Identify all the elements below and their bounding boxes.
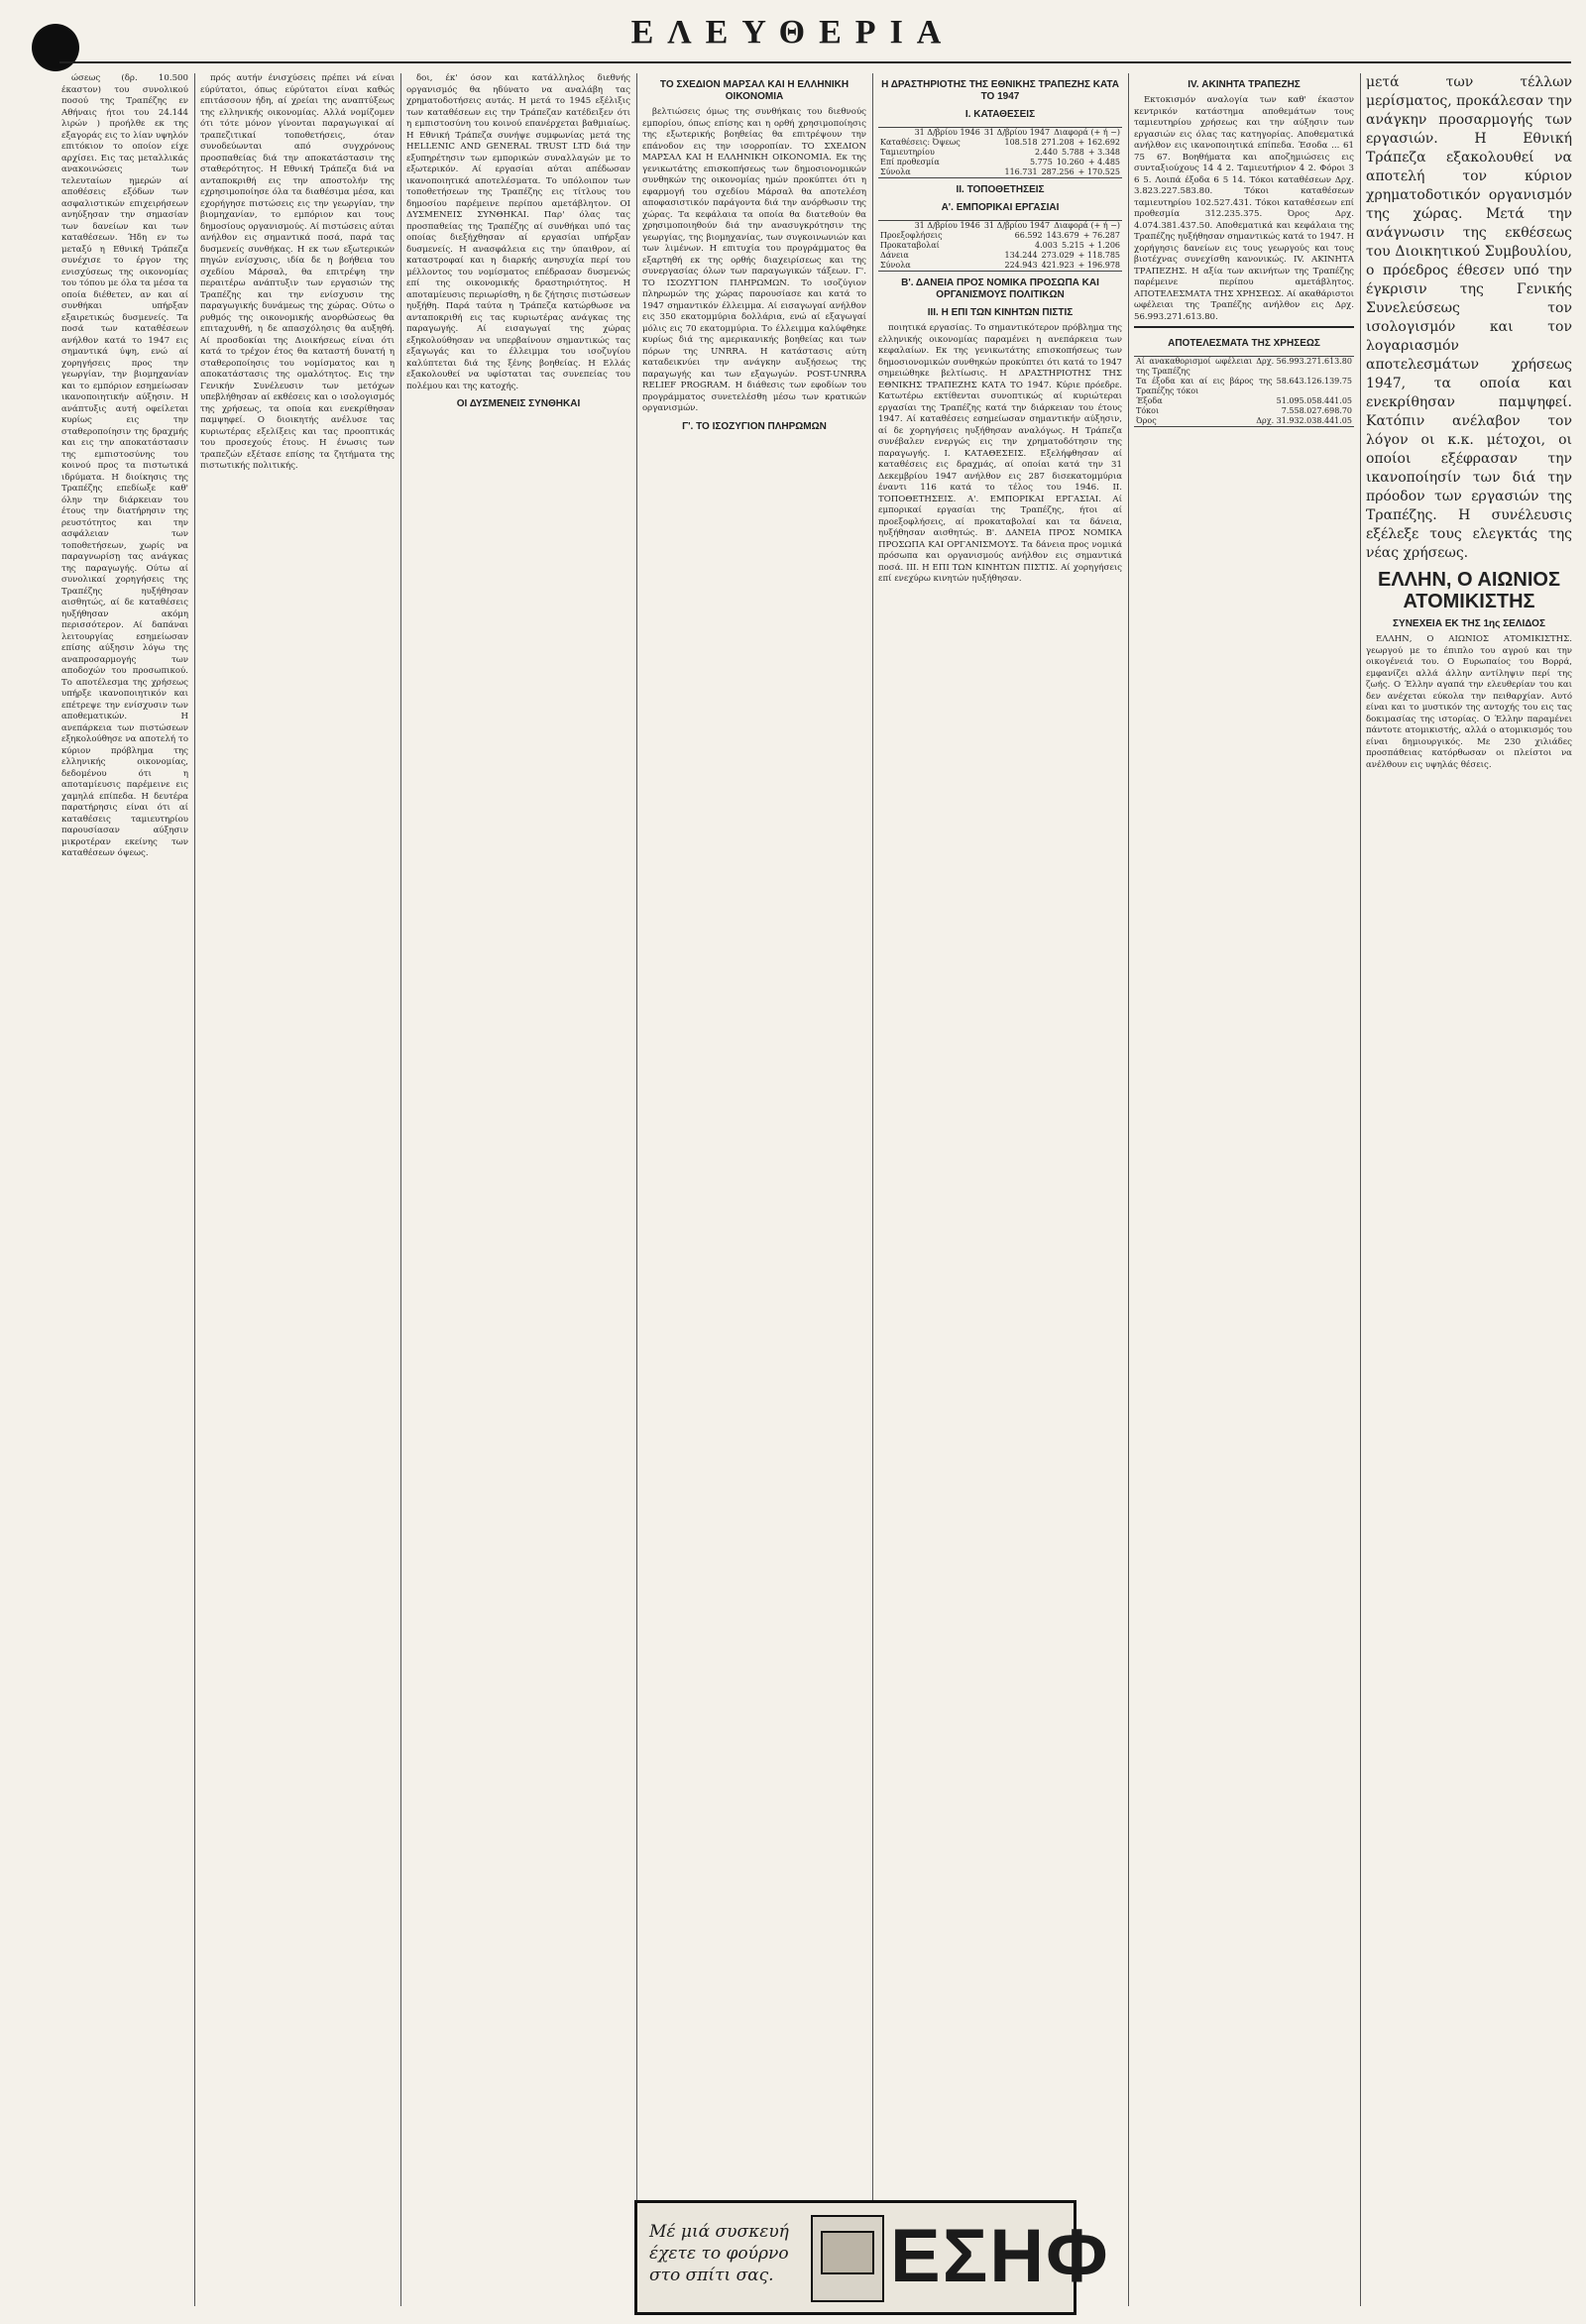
column-2 <box>200 73 395 2306</box>
heading-akinita: IV. ΑΚΙΝΗΤΑ ΤΡΑΠΕΖΗΣ <box>1188 79 1301 90</box>
column-5-text: ποιητικά εργασίας. Το σημαντικότερον πρόβλημα της ελληνικής οικονομίας παραμένει η ανεπάρκεια των κεφαλαίων. Εκ της γενικωτάτης επισκοπήσεως των δημοσιονομικών συνθηκών προκύπτει ότι κατά το 1947 σημειώθηκε βελτίωσις. Η ΔΡΑΣΤΗΡΙΟΤΗΣ ΤΗΣ ΕΘΝΙΚΗΣ ΤΡΑΠΕΖΗΣ ΚΑΤΑ ΤΟ 1947. Κύριε πρόεδρε. Κατωτέρω εκτίθενται συνοπτικώς αί κυριώτεραι εργασίαι της Τραπέζης κατά την διάρκειαν του έτους 1947. Αί καταθέσεις εσημείωσαν σημαντικήν αύξησιν, αί δε χορηγήσεις ηυξήθησαν αναλόγως. Η Τράπεζα συνέβαλεν ενεργώς εις την χρηματοδότησιν της παραγωγής. I. ΚΑΤΑΘΕΣΕΙΣ. Εξελήφθησαν αί καταθέσεις εις δραχμάς, αί οποίαι κατά την 31 Δεκεμβρίου 1947 ανήλθον εις 287 δισεκατομμύρια έναντι 116 κατά το τέλος του 1946. II. ΤΟΠΟΘΕΤΗΣΕΙΣ. Α'. ΕΜΠΟΡΙΚΑΙ ΕΡΓΑΣΙΑΙ. Αί εμπορικαί εργασίαι της Τραπέζης, ήτοι αί προεξοφλήσεις, αί προκαταβολαί και τα δάνεια, ηυξήθησαν αισθητώς. Β'. ΔΑΝΕΙΑ ΠΡΟΣ ΝΟΜΙΚΑ ΠΡΟΣΩΠΑ ΚΑΙ ΟΡΓΑΝΙΣΜΟΥΣ. Τα δάνεια προς νομικά πρόσωπα και οργανισμούς ανήλθον εις σημαντικά ποσά. III. Η ΕΠΙ ΤΩΝ ΚΙΝΗΤΩΝ ΠΙΣΤΙΣ. Αί χορηγήσεις επί ενεχύρω κινητών ηυξήθησαν. <box>878 323 1122 584</box>
table-row: Έξοδα 51.095.058.441.05 <box>1136 396 1352 405</box>
table-row: Επί προθεσμία 5.775 10.260 + 4.485 <box>880 158 1120 166</box>
column-divider <box>194 73 195 2306</box>
apotelesmata-box <box>1134 326 1354 427</box>
heading-kiniton: III. Η ΕΠΙ ΤΩΝ ΚΙΝΗΤΩΝ ΠΙΣΤΙΣ <box>927 307 1074 318</box>
column-divider <box>872 73 873 2306</box>
table-row: Ταμιευτηρίου 2.440 5.788 + 3.348 <box>880 148 1120 157</box>
heading-dysmeneis: ΟΙ ΔΥΣΜΕΝΕΙΣ ΣΥΝΘΗΚΑΙ <box>456 398 581 409</box>
table-row: Αί ανακαθορισμοί ωφέλειαι της Τραπέζης Δρχ. 56.993.271.613.80 <box>1136 357 1352 376</box>
column-2-text: πρός αυτήν ένισχύσεις πρέπει νά είναι εύρύτατοι, όπως εύρύτατοι είναι καθώς επιτάσσουν ήδη, αί χρείαι της αναπτύξεως της ελληνικής οικονομίας. Αλλά νομίζομεν ότι τότε μόνον γίνονται παραγωγικαί αί τραπεζιτικαί τοποθετήσεις, όταν συνοδεύωνται από συγχρόνους προσπαθείας διά την αποκατάστασιν της σταθερότητος. Η Εθνική Τράπεζα διά να ανταποκριθή εις την αποστολήν της εχρησιμοποίησε όλα τα διαθέσιμα μέσα, και εχορήγησε πιστώσεις εις την γεωργίαν, την βιομηχανίαν, το εμπόριον και τους δημοσίους οργανισμούς. Αί πιστώσεις αύται ανήλθον εις σημαντικά ποσά, παρά τας δυσμενείς συνθήκας. Η εκ των εξωτερικών πηγών ενίσχυσις, ιδία δε η βοήθεια του σχεδίου Μάρσαλ, θα επιτρέψη την περαιτέρω ανάπτυξιν των εργασιών της Τραπέζης και την ενίσχυσιν της παραγωγικής δυνάμεως της χώρας. Ούτω ο ρυθμός της οικονομικής ανορθώσεως θα επιταχυνθή, η δε απασχόλησις θα αυξηθή. Αί προσδοκίαι της Διοικήσεως είναι ότι κατά το τρέχον έτος θα καταστή δυνατή η σταθεροποίησις του νομίσματος και η αποκατάστασις της ομαλότητος. Εις την Γενικήν Συνέλευσιν των μετόχων υπεβλήθησαν αί εκθέσεις και ο ισολογισμός της χρήσεως, τα οποία και ενεκρίθησαν παμψηφεί. Ο διοικητής ανέλυσε τας κυριωτέρας εξελίξεις και τας προοπτικάς του προσεχούς έτους. Η ένωσις των τραπεζών εξέτασε επίσης τα ζητήματα της πιστωτικής πολιτικής. <box>200 73 395 471</box>
column-divider <box>1128 73 1129 2306</box>
table-apotelesmata <box>1134 356 1354 427</box>
column-6 <box>1134 73 1354 2306</box>
heading-daneia: Β'. ΔΑΝΕΙΑ ΠΡΟΣ ΝΟΜΙΚΑ ΠΡΟΣΩΠΑ ΚΑΙ ΟΡΓΑΝΙΣΜΟΥΣ ΠΟΛΙΤΙΚΩΝ <box>901 277 1099 300</box>
column-1 <box>61 73 188 2306</box>
heading-apotelesmata: ΑΠΟΤΕΛΕΣΜΑΤΑ ΤΗΣ ΧΡΗΣΕΩΣ <box>1168 338 1320 349</box>
oven-door <box>821 2231 874 2274</box>
table-row: Όρος Δρχ. 31.932.038.441.05 <box>1136 416 1352 425</box>
table-row: Προκαταβολαί 4.003 5.215 + 1.206 <box>880 241 1120 250</box>
masthead-title: ΕΛΕΥΘΕΡΙΑ <box>630 14 956 51</box>
column-divider <box>636 73 637 2306</box>
heading-aionios: ΕΛΛΗΝ, Ο ΑΙΩΝΙΟΣ ΑΤΟΜΙΚΙΣΤΗΣ <box>1378 569 1560 612</box>
column-3 <box>406 73 630 2306</box>
column-7 <box>1366 73 1572 2306</box>
heading-aionios-sub: ΣΥΝΕΧΕΙΑ ΕΚ ΤΗΣ 1ης ΣΕΛΙΔΟΣ <box>1393 618 1545 629</box>
column-7-lead: μετά των τέλλων μερίσματος, προκάλεσαν την ανάγκην προσαρμογής των εργασιών. Η Εθνική Τράπεζα εξακολουθεί να αποτελή τον κύριον χρηματοδοτικόν οργανισμόν της χώρας. Μετά την ανάγνωσιν της εκθέσεως του Διοικητικού Συμβουλίου, ο πρόεδρος έθεσεν υπό την έγκρισιν της Γενικής Συνελεύσεως τον ισολογισμόν και τον λογαριασμόν αποτελεσμάτων χρήσεως 1947, τα οποία και ενεκρίθησαν παμψηφεί. Κατόπιν ανέλαβον τον λόγον οι κ.κ. μέτοχοι, οι οποίοι εξέφρασαν την ικανοποίησίν των διά την πρόοδον των εργασιών της Τραπέζης. Η συνέλευσις εξέλεξε τους ελεγκτάς της νέας χρήσεως. <box>1366 74 1572 561</box>
heading-katatheseis: I. ΚΑΤΑΘΕΣΕΙΣ <box>964 109 1036 120</box>
heading-emporikai: Α'. ΕΜΠΟΡΙΚΑΙ ΕΡΓΑΣΙΑΙ <box>941 202 1060 213</box>
advertisement-esif <box>634 2200 1110 2315</box>
heading-drastiriotis: Η ΔΡΑΣΤΗΡΙΟΤΗΣ ΤΗΣ ΕΘΝΙΚΗΣ ΤΡΑΠΕΖΗΣ ΚΑΤΑ ΤΟ 1947 <box>881 79 1119 102</box>
table-header: 31 Δ/βρίου 1946 31 Δ/βρίου 1947 Διαφορά (+ ή −) <box>914 128 1120 137</box>
column-divider <box>1360 73 1361 2306</box>
column-4 <box>642 73 866 2185</box>
table-row: Τόκοι 7.558.027.698.70 <box>1136 406 1352 415</box>
ad-brand: ΕΣΗΦ <box>890 2214 1110 2298</box>
heading-topothetiseis: II. ΤΟΠΟΘΕΤΗΣΕΙΣ <box>956 184 1045 195</box>
column-7-text: ΕΛΛΗΝ, Ο ΑΙΩΝΙΟΣ ΑΤΟΜΙΚΙΣΤΗΣ. γεωργού με το έπιπλο του αγρού και την οικογένειά του. Ο Ευρωπαίος του Βορρά, εμφανίζει αλλά άλλην αντίληψιν περί της ζωής. Ο Έλλην αγαπά την ελευθερίαν του και δεν ανέχεται εύκολα την πειθαρχίαν. Αυτό είναι και το μυστικόν της αντοχής του εις τας δοκιμασίας της ιστορίας. Ο Έλλην παραμένει πάντοτε ατομικιστής, αλλά ο ατομικισμός του είναι δημιουργικός. Με 230 χιλιάδες προσπάθειας κατόρθωσαν οι πλείστοι να ανέλθουν εις υψηλάς θέσεις. <box>1366 634 1572 770</box>
column-1-text: ώσεως (δρ. 10.500 έκαστον) του συνολικού ποσού της Τραπέζης εν Αθήναις ήτοι του 24.144 λιρών ) προήλθε εκ της εξαγοράς εις το λίαν υψηλόν επιτόκιον το οποίον είχε αρχίσει. Εις τας μεταλλικάς ανακοινώσεις των τελευταίων ημερών αί αποθέσεις εξόδων των ασφαλιστικών επιχειρήσεων ανηύξησαν την σημασίαν των δανείων και των καταθέσεων. Ήδη εν τω μεταξύ η Εθνική Τράπεζα συνέχισε το έργον της ενισχύσεως της οικονομίας του τόπου με όλα τα μέσα τα οποία διέθετεν, αν και αί συνθήκαι υπήρξαν εξαιρετικώς δυσμενείς. Τα ποσά των καταθέσεων ανήλθον κατά το 1947 εις σημαντικά ύψη, ενώ αί χορηγήσεις προς την γεωργίαν, την βιομηχανίαν και το εμπόριον εσημείωσαν ικανοποιητικήν αύξησιν. Η ανάπτυξις αυτή οφείλεται κυρίως εις την σταθεροποίησιν της δραχμής και εις την αποκατάστασιν της εμπιστοσύνης του κοινού προς τα πιστωτικά ιδρύματα. Η διοίκησις της Τραπέζης επεδίωξε καθ' όλην την διάρκειαν του έτους την διατήρησιν της ρευστότητος και την ασφάλειαν των τοποθετήσεων, χωρίς να παραγνωρίσῃ τας ανάγκας της παραγωγής. Ούτω αί συνολικαί χορηγήσεις της Τραπέζης ηυξήθησαν αισθητώς, αί δε καταθέσεις ηυξήθησαν ακόμη περισσότερον. Αί δαπάναι λειτουργίας εσημείωσαν επίσης αύξησιν λόγω της αναπροσαρμογής των αποδοχών του προσωπικού. Το αποτέλεσμα της χρήσεως υπήρξε ικανοποιητικόν και επέτρεψε την ενίσχυσιν των αποθεματικών. Η ανεπάρκεια των πιστώσεων εξηκολούθησε να αποτελή το κύριον πρόβλημα της ελληνικής οικονομίας, δεδομένου ότι η αποταμίευσις παρέμεινε εις χαμηλά επίπεδα. Η δευτέρα παρατήρησις είναι ότι αί καταθέσεις ταμιευτηρίου παρουσίασαν αύξησιν μικροτέραν εκείνης των καταθέσεων όψεως. <box>61 73 188 858</box>
heading-marshall: ΤΟ ΣΧΕΔΙΟΝ ΜΑΡΣΑΛ ΚΑΙ Η ΕΛΛΗΝΙΚΗ ΟΙΚΟΝΟΜΙΑ <box>659 79 850 102</box>
column-3-text: δοι, έκ' όσον και κατάλληλος διεθνής οργανισμός θα ηδύνατο να αναλάβη τας χρηματοδοτήσεις αυτάς. Η μετά το 1945 εξέλιξις των καταθέσεων εις την Τράπεζαν κατέδειξεν ότι η εμπιστοσύνη του κοινού επανέρχεται βαθμιαίως. Η Εθνική Τράπεζα συνήψε συμφωνίας μετά της HELLENIC AND GENERAL TRUST LTD διά την εξυπηρέτησιν των εμπορικών συναλλαγών με το εξωτερικόν. Αί εργασίαι αύται απέδωσαν ικανοποιητικά αποτελέσματα. Το υπόλοιπον των τοποθετήσεων της Τραπέζης εις τίτλους του δημοσίου παρέμεινε περίπου αμετάβλητον. ΟΙ ΔΥΣΜΕΝΕΙΣ ΣΥΝΘΗΚΑΙ. Παρ' όλας τας προσπαθείας της Τραπέζης αί συνθήκαι υπό τας οποίας διεξήχθησαν αί εργασίαι υπήρξαν δυσμενείς. Η ανασφάλεια εις την ύπαιθρον, αί καταστροφαί και η διαρκής ανησυχία περί του μέλλοντος του νομίσματος επέδρασαν δυσμενώς επί της οικονομικής δραστηριότητος. Η αποταμίευσις περιωρίσθη, η δε ζήτησις πιστώσεων ηυξήθη. Παρά ταύτα η Τράπεζα κατώρθωσε να ανταποκριθή εις τας κυριωτέρας ανάγκας της παραγωγής. Αί εισαγωγαί της χώρας εξηκολούθησαν να υπερβαίνουν σημαντικώς τας εξαγωγάς και το έλλειμμα του ισοζυγίου καλύπτεται διά της ξένης βοηθείας. Η Ελλάς εξακολουθεί να υφίσταται τας συνεπείας του πολέμου και της κατοχής. <box>406 73 630 391</box>
table-row: Τα έξοδα και αί εις βάρος της Τραπέζης τόκοι 58.643.126.139.75 <box>1136 377 1352 395</box>
column-4-text: βελτιώσεις όμως της συνθήκαις του διεθνούς εμπορίου, όπως επίσης και η ορθή χρησιμοποίησις της εξωτερικής βοηθείας θα επιτρέψουν την επάνοδον εις την ισορροπίαν. ΤΟ ΣΧΕΔΙΟΝ ΜΑΡΣΑΛ ΚΑΙ Η ΕΛΛΗΝΙΚΗ ΟΙΚΟΝΟΜΙΑ. Εκ της γενικωτάτης επισκοπήσεως των δημοσιονομικών συνθηκών της οικονομίας ημών προκύπτει ότι η εφαρμογή του σχεδίου Μάρσαλ θα αποτελέση αποφασιστικόν παράγοντα διά την ανόρθωσιν της χώρας. Τα κεφάλαια τα οποία θα διατεθούν θα χρησιμοποιηθούν διά την ανασυγκρότησιν της γεωργίας, της βιομηχανίας, των συγκοινωνιών και των λιμένων. Η επιτυχία του προγράμματος θα εξαρτηθή εκ της ορθής διαχειρίσεως και της συνεργασίας όλων των παραγωγικών τάξεων. Γ'. ΤΟ ΙΣΟΖΥΓΙΟΝ ΠΛΗΡΩΜΩΝ. Το ισοζύγιον πληρωμών της χώρας παρουσίασε και κατά το 1947 σημαντικόν έλλειμμα. Αί εισαγωγαί ανήλθον εις 350 εκατομμύρια δολλάρια, ενώ αί εξαγωγαί μόλις εις 70 εκατομμύρια. Το έλλειμμα καλύφθηκε κυρίως διά της αμερικανικής βοηθείας και των πόρων της UNRRA. Η κατάστασις αύτη καταδεικνύει την ανάγκην αυξήσεως της παραγωγής και των εξαγωγών. POST-UNRRA RELIEF PROGRAM. Η διάθεσις των εφοδίων του προγράμματος συνετελέσθη μέσω των κρατικών οργανισμών. <box>642 107 866 413</box>
ad-slogan: Μέ μιά συσκευή έχετε το φούρνο στο σπίτι σας. <box>649 2222 789 2285</box>
heading-isozygion: Γ'. ΤΟ ΙΣΟΖΥΓΙΟΝ ΠΛΗΡΩΜΩΝ <box>682 420 827 432</box>
table-row: Καταθέσεις: Όψεως 108.518 271.208 + 162.692 <box>880 138 1120 147</box>
masthead-rule <box>59 61 1571 63</box>
table-header: 31 Δ/βρίου 1946 31 Δ/βρίου 1947 Διαφορά (+ ή −) <box>914 221 1120 230</box>
table-row: Σύνολα 116.731 287.256 + 170.525 <box>880 167 1120 176</box>
column-divider <box>400 73 401 2306</box>
oven-icon <box>811 2215 884 2302</box>
table-katatheseis <box>878 127 1122 178</box>
column-6-text: Εκτοκισμόν αναλογία των καθ' έκαστον κεντρικόν κατάστημα αποθεμάτων τους ταμιευτηρίου χρήσεως και την αύξησιν των εργασιών εις όλας τας κατηγορίας. Αποθεματικά ανήλθον εις ικανοποιητικά επίπεδα. Έσοδα ... 61 75 67. Βοηθήματα και αποζημιώσεις εις συνταξιούχους 14 4 2. Ταμιευτήριον 4 2. Φόροι 3 6 5. Λοιπά έξοδα 6 5 14. Τόκοι καταθέσεων Δρχ. 3.823.227.583.80. Τόκοι καταθέσεων ταμιευτηρίου 102.527.431. Τόκοι καταθέσεων επί προθεσμία 312.235.375. Όρος Δρχ. 4.074.381.437.50. Αποθεματικά και κεφάλαια της Τραπέζης ηυξήθησαν σημαντικώς κατά το 1947. Η χορήγησις δανείων εις τους γεωργούς και τους βιοτέχνας συνεχίσθη κανονικώς. IV. ΑΚΙΝΗΤΑ ΤΡΑΠΕΖΗΣ. Η αξία των ακινήτων της Τραπέζης παρέμεινε περίπου αμετάβλητος. ΑΠΟΤΕΛΕΣΜΑΤΑ ΤΗΣ ΧΡΗΣΕΩΣ. Αί ακαθάριστοι ωφέλειαι της Τραπέζης ανήλθον εις Δρχ. 56.993.271.613.80. <box>1134 95 1354 322</box>
table-row: Προεξοφλήσεις 66.592 143.679 + 76.287 <box>880 231 1120 240</box>
table-row: Δάνεια 134.244 273.029 + 118.785 <box>880 251 1120 260</box>
column-5 <box>878 73 1122 2306</box>
table-row: Σύνολα 224.943 421.923 + 196.978 <box>880 261 1120 270</box>
masthead <box>0 14 1586 52</box>
table-emporikai <box>878 220 1122 272</box>
